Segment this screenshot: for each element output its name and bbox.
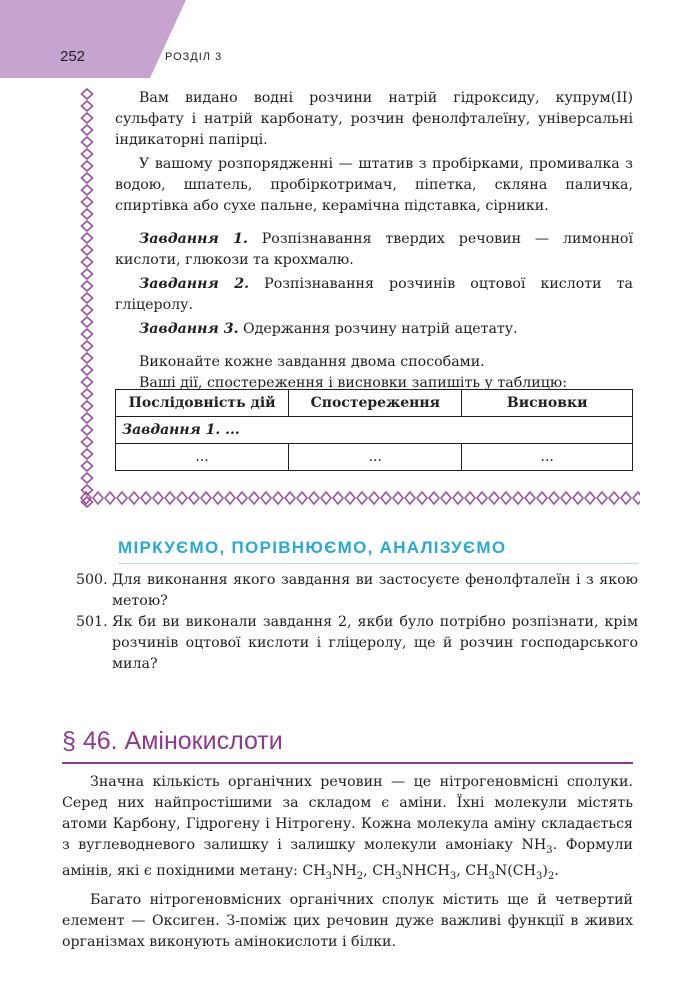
formula-ammonia <box>521 837 553 856</box>
instruction-line: Виконайте кожне завдання двома способами. <box>139 354 485 370</box>
body-paragraph: Багато нітрогеновмісних органічних сполук містить ще й четвертий елемент — Оксиген. З-поміж цих речовин дуже важливі функції в живих організмах виконують амінокислоти і білки. <box>62 891 633 950</box>
frame-border-left <box>80 88 94 508</box>
formula-methylamine <box>302 862 364 882</box>
paragraph-body <box>62 772 633 953</box>
formula-part: CH <box>302 862 326 879</box>
body-text-segment: . Формули амінів, які є похідними метану: <box>62 837 633 879</box>
formula-subscript: 3 <box>546 844 553 856</box>
formula-part: ) <box>542 862 548 879</box>
assignment-2 <box>115 274 633 316</box>
assignment-3 <box>115 319 633 340</box>
formula-subscript: 2 <box>356 870 364 882</box>
question-list <box>76 570 638 675</box>
formula-subscript: 3 <box>449 870 457 882</box>
formula-subscript: 3 <box>395 870 402 882</box>
heading-underline <box>62 762 633 764</box>
formula-part: N(CH <box>494 862 537 879</box>
body-paragraph <box>62 772 633 887</box>
analyze-section-title: МІРКУЄМО, ПОРІВНЮЄМО, АНАЛІЗУЄМО <box>118 538 507 557</box>
formula-separator: , <box>363 862 373 879</box>
divider <box>118 563 638 564</box>
frame-border-bottom <box>80 490 640 506</box>
intro-paragraph: Вам видано водні розчини натрій гідроксиду, купрум(II) сульфату і натрій карбонату, розчин фенолфталеїну, універсальні індикаторні папірці. <box>115 90 633 148</box>
assignment-label: Завдання 3. <box>139 321 239 337</box>
table-header: Спостереження <box>289 390 462 417</box>
question-text: Як би ви виконали завдання 2, якби було потрібно розпізнати, крім розчинів оцтової кислоти і гліцеролу, ще й розчин господарського мила? <box>112 614 638 672</box>
assignment-label: Завдання 1. <box>139 231 248 247</box>
assignment-text: Розпізнавання твердих речовин — лимонної кислоти, глюкози та крохмалю. <box>115 231 633 268</box>
table-header-row <box>116 390 633 417</box>
formula-part: CH <box>465 862 489 879</box>
question-number: 501. <box>76 614 108 630</box>
table-cell: ... <box>116 444 289 471</box>
formula-subscript: 3 <box>488 870 495 882</box>
formula-separator: , <box>456 862 466 879</box>
table-header: Послідовність дій <box>116 390 289 417</box>
body-text-segment: Значна кількість органічних речовин — це нітрогеновмісні сполуки. Серед них найпростішими за складом є аміни. Їхні молекули містять атоми Карбону, Гідрогену і Нітрогену. Кожна молекула аміну складається з вуглеводневого залишку і залишку молекули амоніаку <box>62 774 633 853</box>
formula-subscript: 2 <box>547 870 555 882</box>
formula-dimethylamine <box>372 862 457 882</box>
assignment-text: Розпізнавання розчинів оцтової кислоти та гліцеролу. <box>115 276 633 313</box>
page-number: 252 <box>60 48 86 65</box>
table-row <box>116 417 633 444</box>
formula-subscript: 3 <box>325 870 332 882</box>
formula-part: NH <box>331 862 357 879</box>
practical-task <box>115 88 633 394</box>
table-row <box>116 444 633 471</box>
formula-part: NHCH <box>401 862 450 879</box>
formula-trimethylamine <box>465 862 555 882</box>
question-number: 500. <box>76 572 108 588</box>
formula-part: NH <box>521 837 547 853</box>
assignment-text: Одержання розчину натрій ацетату. <box>238 321 518 337</box>
question-text: Для виконання якого завдання ви застосуєте фенолфталеїн і з якою метою? <box>112 572 638 609</box>
question-item <box>76 612 638 675</box>
table-task-cell: Завдання 1. ... <box>116 417 633 444</box>
paragraph-heading: § 46. Амінокислоти <box>62 727 283 755</box>
header-tab <box>0 0 186 78</box>
table-cell: ... <box>462 444 633 471</box>
formula-separator: . <box>554 862 559 879</box>
table-cell: ... <box>289 444 462 471</box>
equipment-paragraph: У вашому розпорядженні — штатив з пробірками, промивалка з водою, шпатель, пробіркотримач, піпетка, скляна паличка, спиртівка або сухе пальне, керамічна підставка, сірники. <box>115 156 633 214</box>
table-header: Висновки <box>462 390 633 417</box>
assignment-1 <box>115 229 633 271</box>
formula-part: CH <box>372 862 396 879</box>
formula-subscript: 3 <box>536 870 543 882</box>
question-item <box>76 570 638 612</box>
instruction-line: Ваші дії, спостереження і висновки запишіть у таблицю: <box>139 375 567 391</box>
assignment-label: Завдання 2. <box>139 276 250 292</box>
results-table <box>115 389 633 471</box>
section-label: РОЗДІЛ 3 <box>165 51 223 63</box>
